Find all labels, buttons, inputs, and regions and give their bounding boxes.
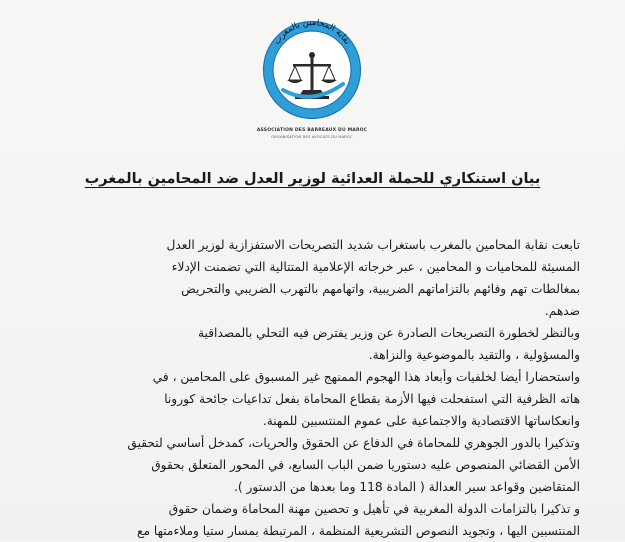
scales-of-justice-emblem-icon bbox=[253, 6, 371, 128]
body-line: المسيئة للمحاميات و المحامين ، عبر خرجاته الإعلامية المتتالية التي تضمنت الإدلاء bbox=[171, 260, 580, 274]
body-line: ضدهم. bbox=[544, 304, 580, 318]
body-line: تابعت نقابة المحامين بالمغرب باستغراب شديد التصريحات الاستفزازية لوزير العدل bbox=[166, 238, 580, 252]
body-line: المتقاضين وقواعد سير العدالة ( المادة 118 وما بعدها من الدستور ). bbox=[234, 480, 580, 494]
logo-caption-line-2: ORGANISATION DES AVOCATS DU MAROC bbox=[271, 135, 353, 139]
body-line: وانعكاساتها الاقتصادية والاجتماعية على عموم المنتسبين للمهنة. bbox=[262, 414, 580, 428]
body-line: الأمن القضائي المنصوص عليه دستوريا ضمن الباب السابع، في المحور المتعلق بحقوق bbox=[151, 458, 580, 472]
body-line: بمغالطات تهم وفائهم بالتزاماتهم الضريبية، واتهامهم بالتهرب الضريبي والتحريض bbox=[181, 282, 580, 296]
logo-caption-line-1: ASSOCIATION DES BARREAUX DU MAROC bbox=[256, 128, 368, 133]
body-line: المنتسبين اليها ، وتجويد النصوص التشريعية المنظمة ، المرتبطة بمسار ستيا وملاءمتها مع bbox=[137, 524, 580, 538]
body-line: والمسؤولية ، والتقيد بالموضوعية والنزاهة. bbox=[368, 348, 580, 362]
document-title-text: بيان استنكاري للحملة العدائية لوزير العدل ضد المحامين بالمغرب bbox=[84, 171, 541, 187]
body-line: هاته الظرفية التي استفحلت فيها الأزمة بقطاع المحاماة بفعل تداعيات جائحة كورونا bbox=[164, 392, 580, 406]
body-line: وبالنظر لخطورة التصريحات الصادرة عن وزير يفترض فيه التحلي بالمصداقية bbox=[198, 326, 580, 340]
logo-caption bbox=[248, 128, 376, 140]
body-line: و تذكيرا بالتزامات الدولة المغربية في تأهيل و تحصين مهنة المحاماة وضمان حقوق bbox=[168, 502, 580, 516]
bar-association-logo bbox=[253, 6, 371, 128]
document-title bbox=[60, 168, 565, 190]
body-line: واستحضارا أيضا لخلفيات وأبعاد هذا الهجوم الممنهج غير المسبوق على المحامين ، في bbox=[152, 370, 580, 384]
body-line: وتذكيرا بالدور الجوهري للمحاماة في الدفاع عن الحقوق والحريات، كمدخل أساسي لتحقيق bbox=[127, 436, 580, 450]
document-body bbox=[60, 234, 580, 542]
logo-arabic-name: نقابة المحامين بالمغرب bbox=[272, 17, 353, 47]
